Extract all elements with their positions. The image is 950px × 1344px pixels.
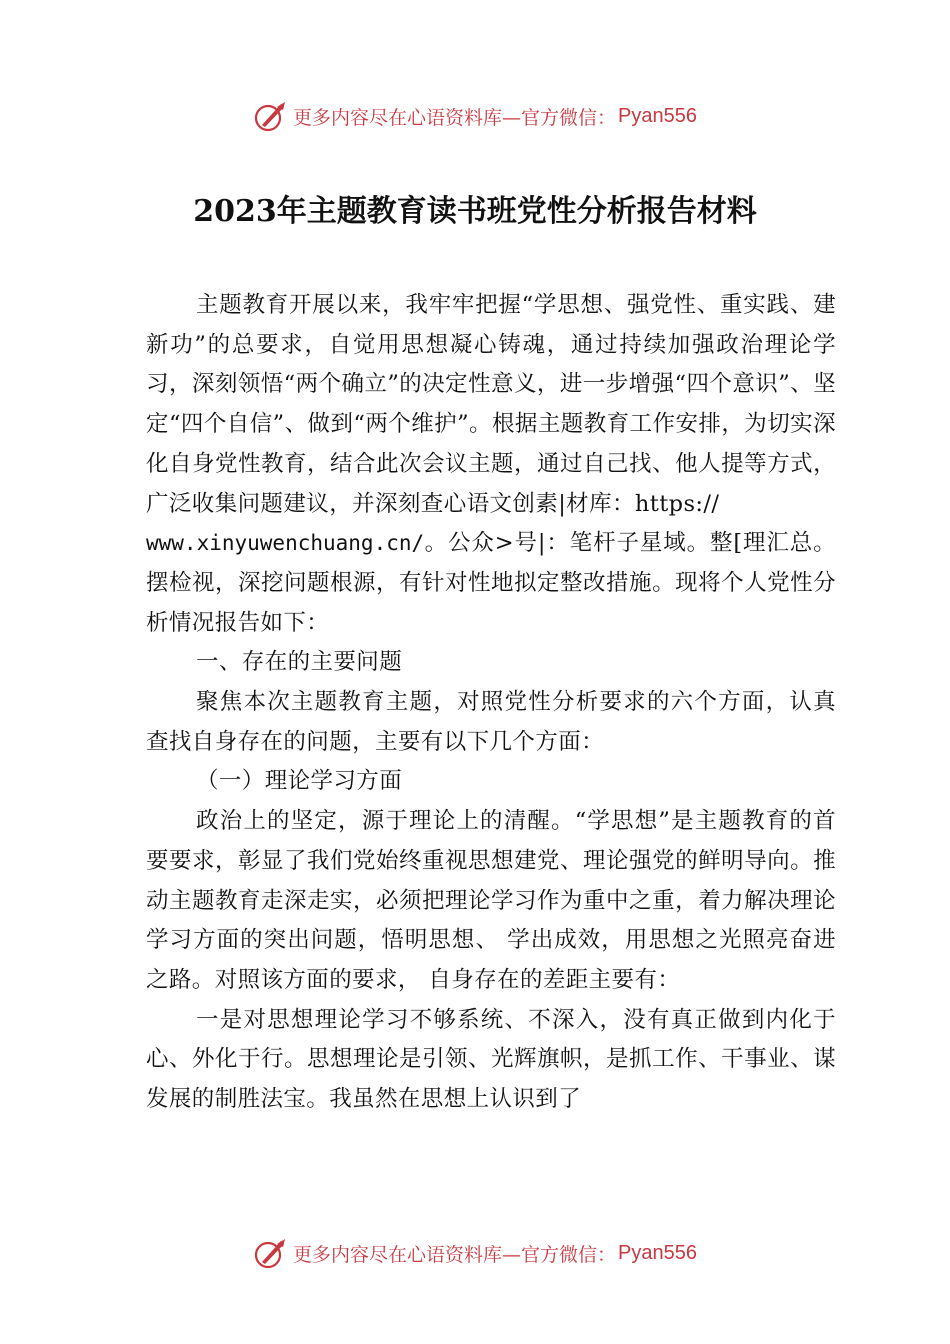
footer-banner bbox=[0, 1233, 950, 1273]
banner-text: 更多内容尽在心语资料库—官方微信： bbox=[293, 106, 617, 129]
document-title: 2023年主题教育读书班党性分析报告材料 bbox=[193, 194, 757, 229]
wechat-id: Pyan556 bbox=[618, 1241, 697, 1264]
paragraph-intro-cont bbox=[146, 524, 836, 643]
quill-circle-icon bbox=[253, 98, 289, 134]
document-body bbox=[146, 286, 836, 1120]
paragraph-point-1: 一是对思想理论学习不够系统、不深入，没有真正做到内化于心、外化于行。思想理论是引领、光辉旗帜，是抓工作、干事业、谋发展的制胜法宝。我虽然在思想上认识到了 bbox=[146, 1006, 836, 1113]
section-heading-1: 一、存在的主要问题 bbox=[196, 649, 403, 676]
paragraph-theory: 政治上的坚定，源于理论上的清醒。“学思想”是主题教育的首要要求，彰显了我们党始终重视思想建党、理论强党的鲜明导向。推动主题教育走深走实，必须把理论学习作为重中之重，着力解决理论学习方面的突出问题，悟明思想、 学出成效，用思想之光照亮奋进之路。对照该方面的要求， 自身存在的差距主要有： bbox=[146, 808, 836, 993]
paragraph-intro-rest: 。公众>号|：笔杆子星域。整[理汇总。摆检视，深挖问题根源，有针对性地拟定整改措施。现将个人党性分析情况报告如下： bbox=[146, 530, 836, 636]
paragraph-intro: 主题教育开展以来，我牢牢把握“学思想、强党性、重实践、建新功”的总要求，自觉用思想凝心铸魂，通过持续加强政治理论学习，深刻领悟“两个确立”的决定性意义，进一步增强“四个意识”、坚定“四个自信”、做到“两个维护”。根据主题教育工作安排，为切实深化自身党性教育，结合此次会议主题，通过自己找、他人提等方式，广泛收集问题建议，并深刻查心语文创素|材库：https:// bbox=[146, 292, 836, 517]
website-text: www.xinyuwenchuang.cn/ bbox=[146, 531, 425, 556]
paragraph-focus: 聚焦本次主题教育主题，对照党性分析要求的六个方面，认真查找自身存在的问题，主要有以下几个方面： bbox=[146, 689, 836, 755]
wechat-id: Pyan556 bbox=[618, 104, 697, 127]
subsection-heading-1: （一）理论学习方面 bbox=[196, 768, 403, 795]
banner-text: 更多内容尽在心语资料库—官方微信： bbox=[293, 1243, 617, 1266]
header-banner bbox=[0, 96, 950, 136]
quill-circle-icon bbox=[253, 1235, 289, 1271]
